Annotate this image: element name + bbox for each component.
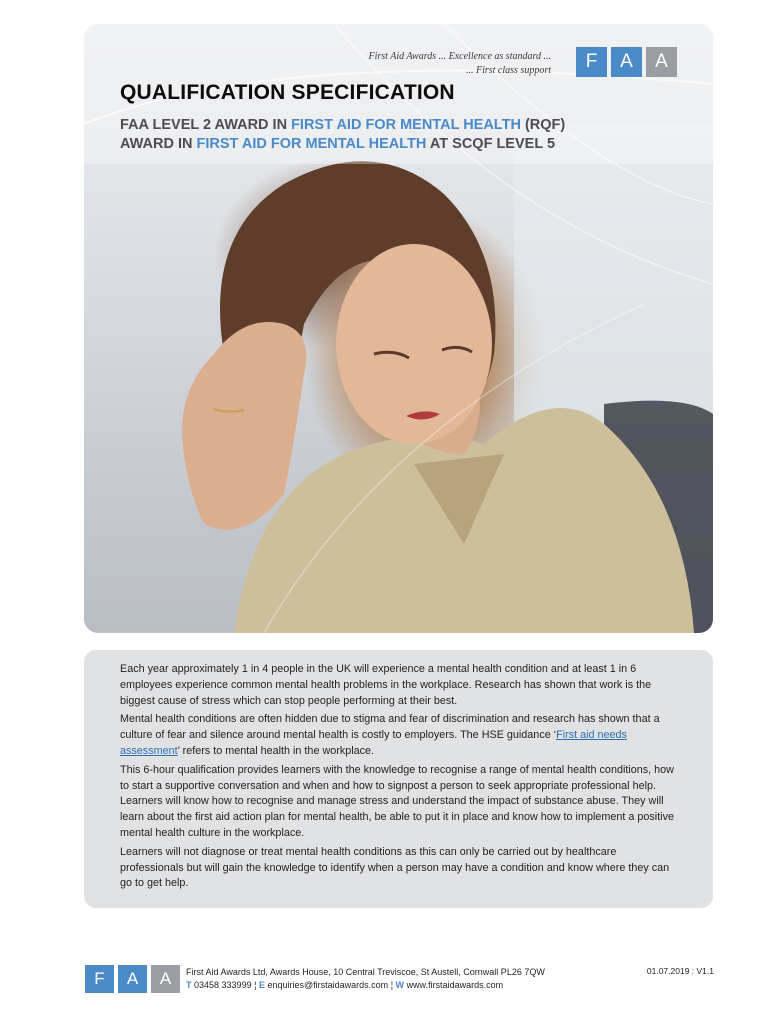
paragraph-1: Each year approximately 1 in 4 people in the UK will experience a mental health condition and at least 1 in 6 employees experience common mental health problems in the workplace. Research has shown that work is the biggest cause of stress which can stop people performing at their best. xyxy=(120,663,652,707)
footer-contact xyxy=(186,979,503,992)
subtitle-1c: (RQF) xyxy=(520,117,566,133)
separator: ¦ xyxy=(254,980,257,990)
phone-number: 03458 333999 xyxy=(194,980,252,990)
version-label: 01.07.2019 : V1.1 xyxy=(646,966,714,976)
tagline-line-2: ... First class support xyxy=(465,65,551,76)
logo-letter-a: A xyxy=(611,47,642,77)
website-key: W xyxy=(395,980,405,990)
tagline-line-1: First Aid Awards ... Excellence as standard ... xyxy=(368,51,551,62)
paragraph-4: Learners will not diagnose or treat mental health conditions as this can only be carried out by healthcare professionals but will gain the knowledge to identify when a person may have a condition and know where they can go to get help. xyxy=(120,845,670,890)
phone-key: T xyxy=(186,980,192,990)
paragraph-3: This 6-hour qualification provides learners with the knowledge to recognise a range of mental health conditions, how to start a supportive conversation and when and how to signpost a person to seek appropriate professional help. Learners will know how to recognise and manage stress and understand the impact of substance abuse. They will learn about the first aid action plan for mental health, be able to put it in place and know how to implement a positive mental health culture in the workplace. xyxy=(120,763,674,839)
footer-logo-letter-f: F xyxy=(85,965,114,993)
subtitle-2c: AT SCQF LEVEL 5 xyxy=(426,136,556,152)
footer-logo-letter-a-grey: A xyxy=(151,965,180,993)
subtitle-line-1 xyxy=(120,116,680,135)
separator: ¦ xyxy=(390,980,394,990)
hero-banner xyxy=(84,24,713,633)
tagline xyxy=(369,50,552,78)
description-box xyxy=(84,650,713,908)
subtitle-line-2 xyxy=(120,135,680,154)
paragraph-2 xyxy=(120,712,677,759)
first-aid-needs-assessment-link[interactable]: First aid needs assessment xyxy=(120,729,627,757)
footer-logo xyxy=(85,965,180,993)
logo-letter-f: F xyxy=(576,47,607,77)
logo-letter-a-grey: A xyxy=(646,47,677,77)
subtitle-1a: FAA LEVEL 2 AWARD IN xyxy=(120,117,292,133)
faa-logo xyxy=(576,47,677,77)
footer-address: First Aid Awards Ltd, Awards House, 10 Central Treviscoe, St Austell, Cornwall PL26 7QW xyxy=(186,967,545,977)
page-title: QUALIFICATION SPECIFICATION xyxy=(120,81,455,104)
email-key: E xyxy=(258,980,265,990)
footer-logo-letter-a: A xyxy=(118,965,147,993)
subtitle-2a: AWARD IN xyxy=(120,136,197,152)
email-link[interactable]: enquiries@firstaidawards.com xyxy=(267,980,389,990)
subtitle-1-highlight: FIRST AID FOR MENTAL HEALTH xyxy=(291,117,521,133)
qualification-subtitle xyxy=(120,116,680,154)
website-link[interactable]: www.firstaidawards.com xyxy=(406,980,504,990)
paragraph-2-end: ’ refers to mental health in the workplace. xyxy=(177,744,375,757)
paragraph-2-start: Mental health conditions are often hidden due to stigma and fear of discrimination and research has shown that a culture of fear and silence around mental health is costly to employers. The HSE guidance ‘ xyxy=(120,713,660,742)
subtitle-2-highlight: FIRST AID FOR MENTAL HEALTH xyxy=(196,136,427,152)
